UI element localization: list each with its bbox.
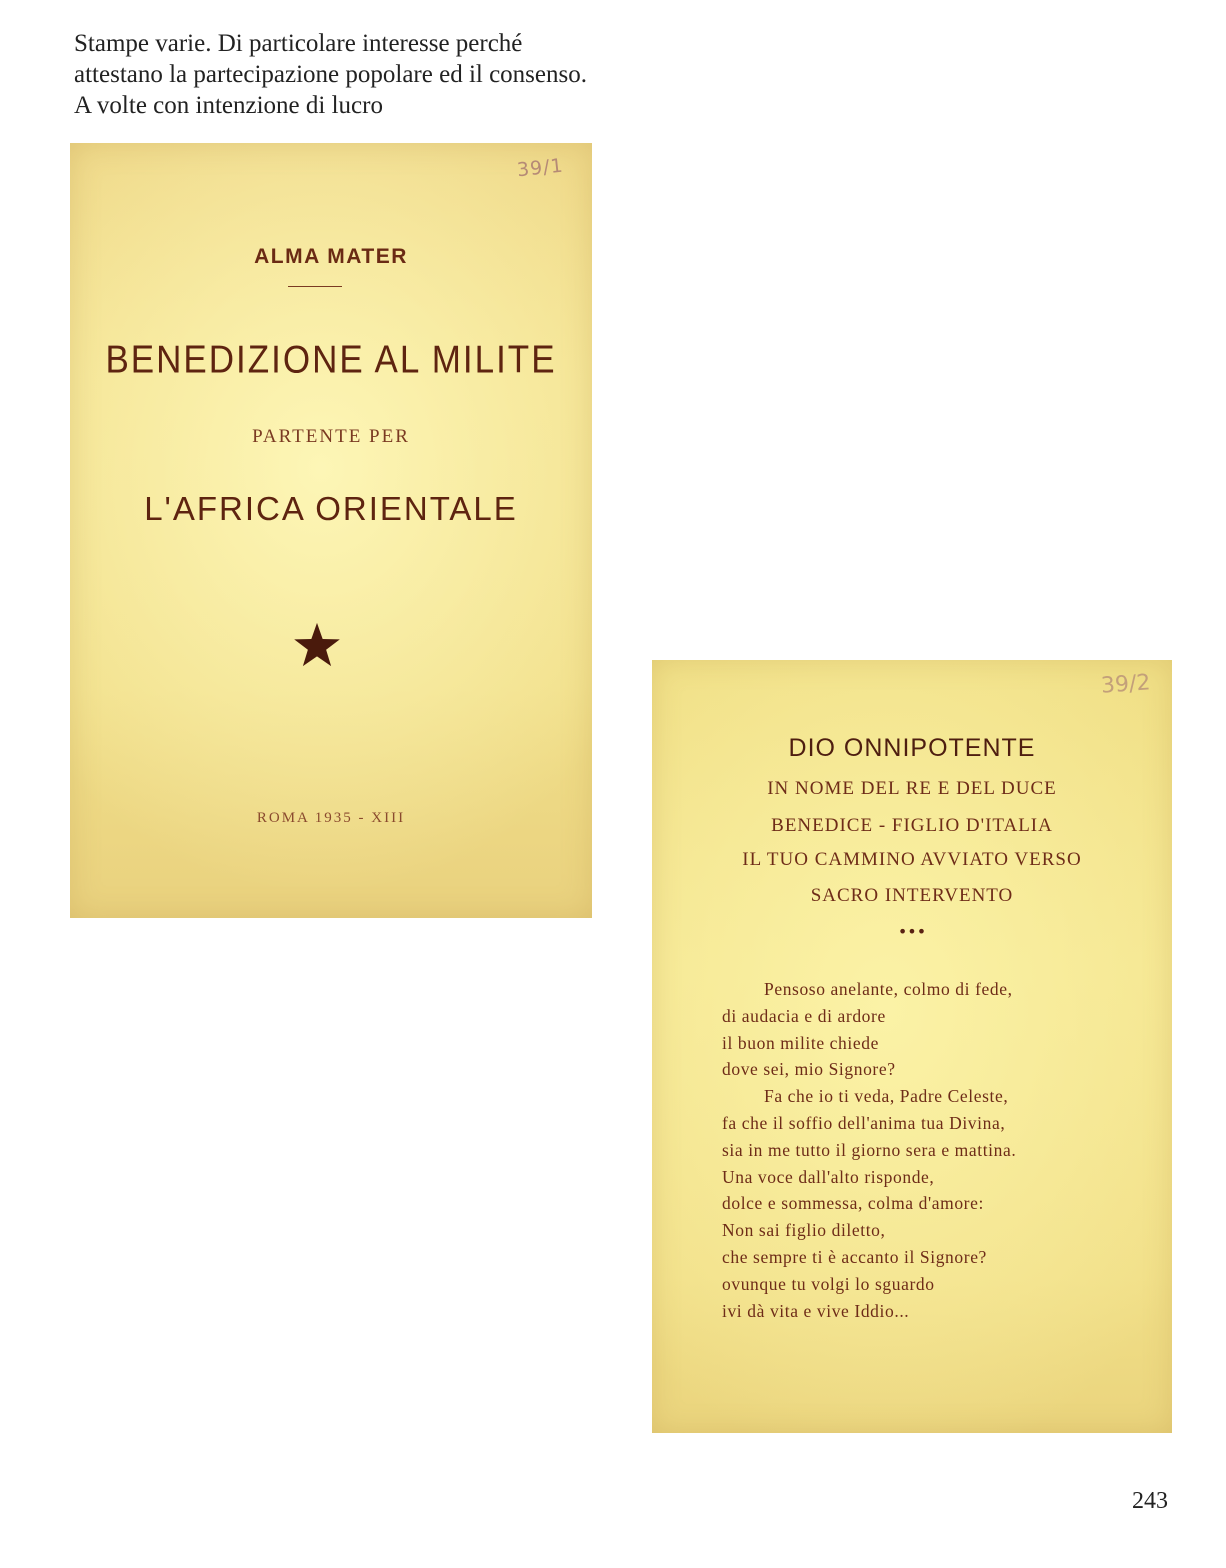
caption-line: attestano la partecipazione popolare ed il consenso. bbox=[74, 61, 587, 88]
caption bbox=[74, 28, 774, 121]
publisher-name: ALMA MATER bbox=[254, 245, 408, 268]
imprint: ROMA 1935 - XIII bbox=[256, 810, 406, 826]
poem-line: fa che il soffio dell'anima tua Divina, bbox=[722, 1112, 1006, 1133]
star-icon bbox=[293, 621, 341, 669]
caption-line: A volte con intenzione di lucro bbox=[74, 92, 383, 119]
prayer-card bbox=[652, 660, 1172, 1433]
card-line: BENEDICE - FIGLIO D'ITALIA bbox=[771, 815, 1053, 836]
card-heading: DIO ONNIPOTENTE bbox=[788, 734, 1036, 762]
poem-line: Una voce dall'alto risponde, bbox=[722, 1166, 935, 1187]
pamphlet-cover bbox=[70, 143, 592, 918]
poem-line: che sempre ti è accanto il Signore? bbox=[722, 1246, 987, 1267]
poem-line: Pensoso anelante, colmo di fede, bbox=[764, 979, 1013, 999]
poem-line: ivi dà vita e vive Iddio... bbox=[722, 1300, 910, 1321]
poem-line: di audacia e di ardore bbox=[722, 1005, 886, 1026]
poem-line: Non sai figlio diletto, bbox=[722, 1220, 886, 1241]
poem-line: il buon milite chiede bbox=[722, 1032, 879, 1053]
card-line: SACRO INTERVENTO bbox=[810, 885, 1014, 906]
poem-line: dove sei, mio Signore? bbox=[722, 1059, 896, 1080]
poem-line: Fa che io ti veda, Padre Celeste, bbox=[764, 1086, 1009, 1107]
inventory-mark: 39/1 bbox=[516, 154, 566, 182]
poem bbox=[722, 976, 1152, 1324]
page-number: 243 bbox=[1132, 1488, 1168, 1514]
caption-line: Stampe varie. Di particolare interesse perché bbox=[74, 30, 523, 57]
poem-line: dolce e sommessa, colma d'amore: bbox=[722, 1193, 984, 1214]
pamphlet-title: BENEDIZIONE AL MILITE bbox=[105, 337, 557, 382]
poem-line: sia in me tutto il giorno sera e mattina. bbox=[722, 1139, 1017, 1160]
separator: ••• bbox=[897, 922, 927, 941]
card-line: IL TUO CAMMINO AVVIATO VERSO bbox=[742, 849, 1082, 870]
pamphlet-subtitle: PARTENTE PER bbox=[252, 426, 410, 447]
inventory-mark: 39/2 bbox=[1099, 670, 1151, 699]
card-line: IN NOME DEL RE E DEL DUCE bbox=[767, 778, 1057, 799]
poem-line: ovunque tu volgi lo sguardo bbox=[722, 1273, 935, 1294]
divider bbox=[288, 286, 342, 287]
pamphlet-destination: L'AFRICA ORIENTALE bbox=[144, 490, 518, 527]
